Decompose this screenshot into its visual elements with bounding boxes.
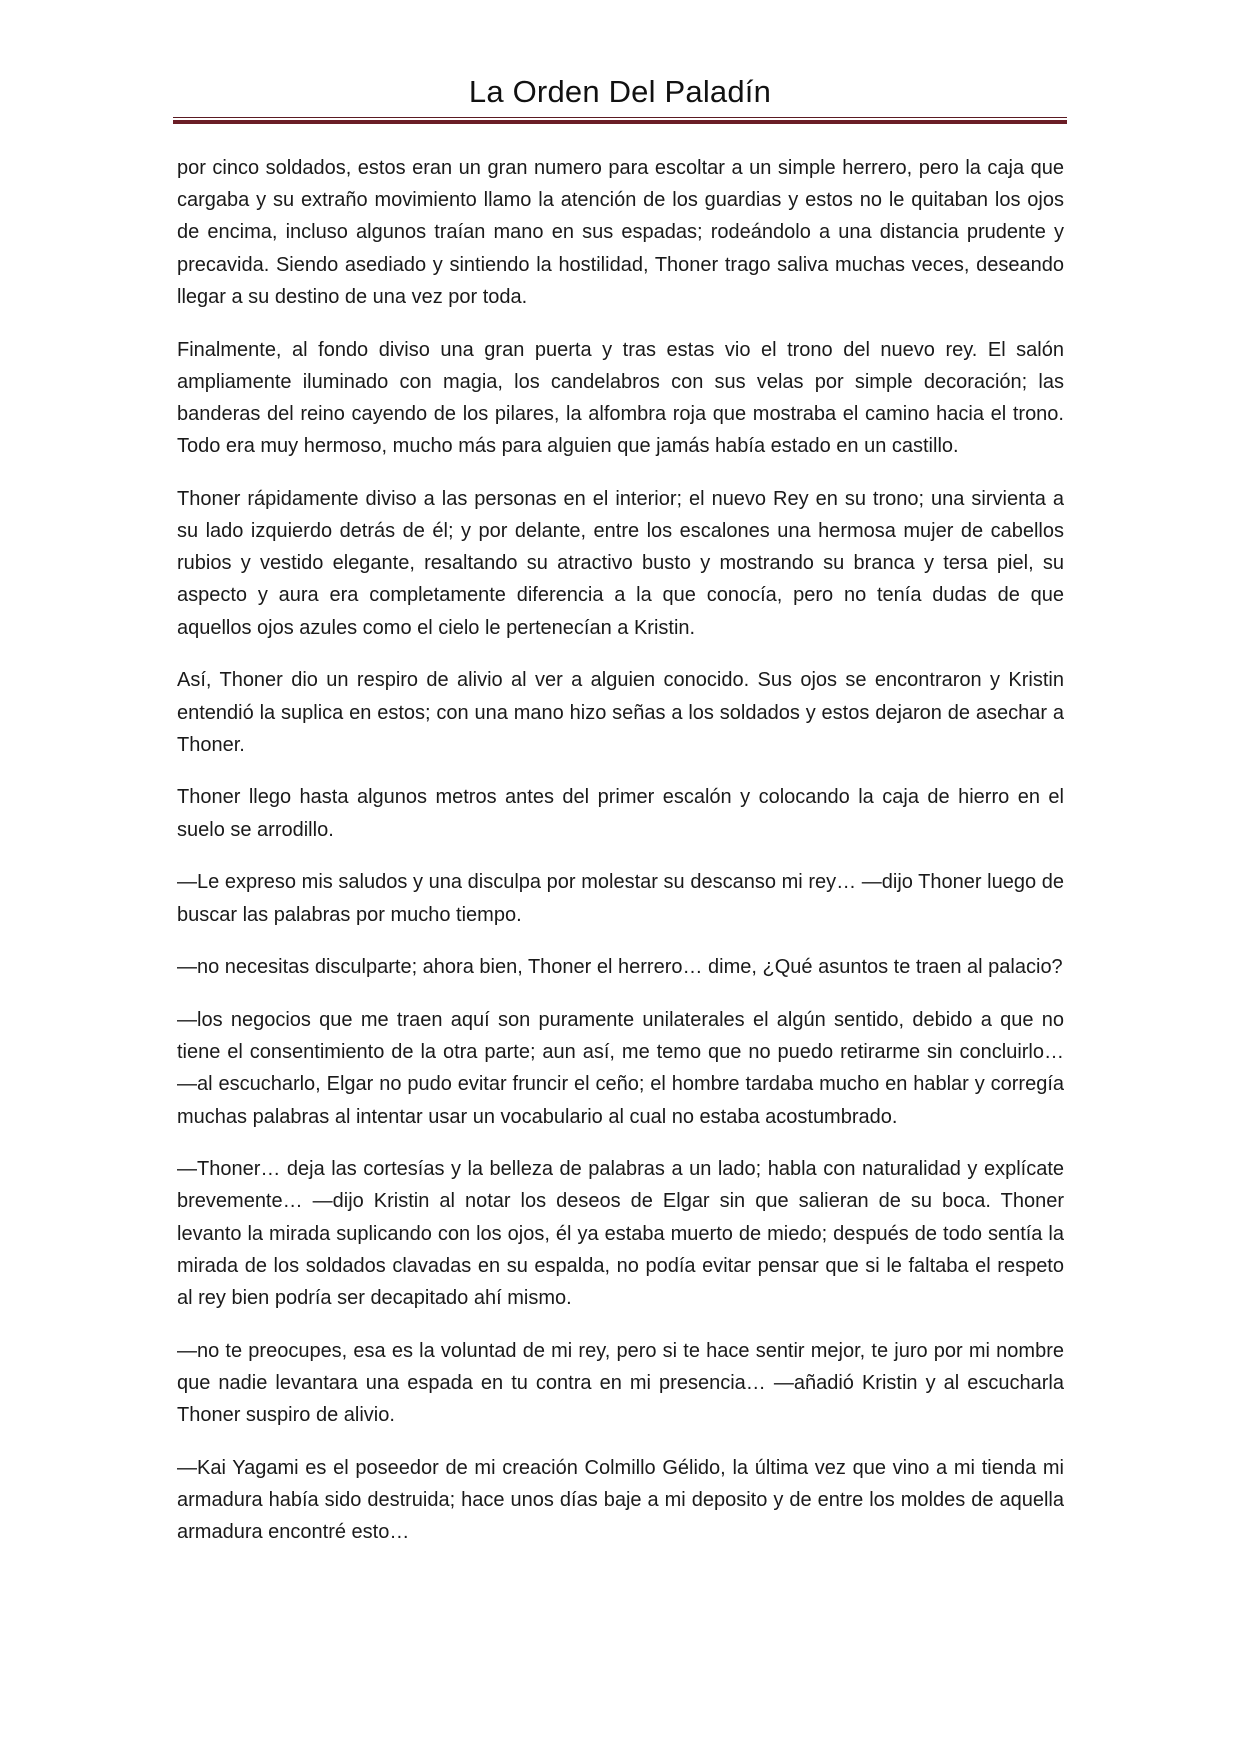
body-text (177, 152, 1064, 1569)
paragraph: —Le expreso mis saludos y una disculpa por molestar su descanso mi rey… —dijo Thoner luego de buscar las palabras por mucho tiempo. (177, 871, 1064, 926)
paragraph: —Kai Yagami es el poseedor de mi creación Colmillo Gélido, la última vez que vino a mi tienda mi armadura había sido destruida; hace unos días baje a mi deposito y de entre los moldes de aquella armadura encontré esto… (177, 1456, 1064, 1544)
divider-thick-line (173, 120, 1067, 124)
paragraph: Finalmente, al fondo diviso una gran puerta y tras estas vio el trono del nuevo rey. El salón ampliamente iluminado con magia, los candelabros con sus velas por simple decoración; las banderas del reino cayendo de los pilares, la alfombra roja que mostraba el camino hacia el trono. Todo era muy hermoso, mucho más para alguien que jamás había estado en un castillo. (177, 338, 1064, 458)
page-header (173, 72, 1067, 112)
paragraph: —los negocios que me traen aquí son puramente unilaterales el algún sentido, debido a que no tiene el consentimiento de la otra parte; aun así, me temo que no puedo retirarme sin concluirlo… —al escucharlo, Elgar no pudo evitar fruncir el ceño; el hombre tardaba mucho en hablar y corregía muchas palabras al intentar usar un vocabulario al cual no estaba acostumbrado. (177, 1008, 1064, 1128)
header-divider (173, 117, 1067, 124)
paragraph: Thoner rápidamente diviso a las personas en el interior; el nuevo Rey en su trono; una sirvienta a su lado izquierdo detrás de él; y por delante, entre los escalones una hermosa mujer de cabellos rubios y vestido elegante, resaltando su atractivo busto y mostrando su branca y tersa piel, su aspecto y aura era completamente diferencia a la que conocía, pero no tenía dudas de que aquellos ojos azules como el cielo le pertenecían a Kristin. (177, 487, 1064, 639)
paragraph: —no necesitas disculparte; ahora bien, Thoner el herrero… dime, ¿Qué asuntos te traen al palacio? (177, 956, 1063, 979)
paragraph: Thoner llego hasta algunos metros antes del primer escalón y colocando la caja de hierro en el suelo se arrodillo. (177, 786, 1064, 841)
paragraph: Así, Thoner dio un respiro de alivio al ver a alguien conocido. Sus ojos se encontraron y Kristin entendió la suplica en estos; con una mano hizo señas a los soldados y estos dejaron de asechar a Thoner. (177, 669, 1064, 756)
paragraph: por cinco soldados, estos eran un gran numero para escoltar a un simple herrero, pero la caja que cargaba y su extraño movimiento llamo la atención de los guardias y estos no le quitaban los ojos de encima, incluso algunos traían mano en sus espadas; rodeándolo a una distancia prudente y precavida. Siendo asediado y sintiendo la hostilidad, Thoner trago saliva muchas veces, deseando llegar a su destino de una vez por toda. (177, 157, 1064, 308)
paragraph: —no te preocupes, esa es la voluntad de mi rey, pero si te hace sentir mejor, te juro por mi nombre que nadie levantara una espada en tu contra en mi presencia… —añadió Kristin y al escucharla Thoner suspiro de alivio. (177, 1339, 1064, 1427)
paragraph: —Thoner… deja las cortesías y la belleza de palabras a un lado; habla con naturalidad y explícate brevemente… —dijo Kristin al notar los deseos de Elgar sin que salieran de su boca. Thoner levanto la mirada suplicando con los ojos, él ya estaba muerto de miedo; después de todo sentía la mirada de los soldados clavadas en su espalda, no podía evitar pensar que si le faltaba el respeto al rey bien podría ser decapitado ahí mismo. (177, 1158, 1064, 1310)
book-title: La Orden Del Paladín (468, 74, 772, 109)
